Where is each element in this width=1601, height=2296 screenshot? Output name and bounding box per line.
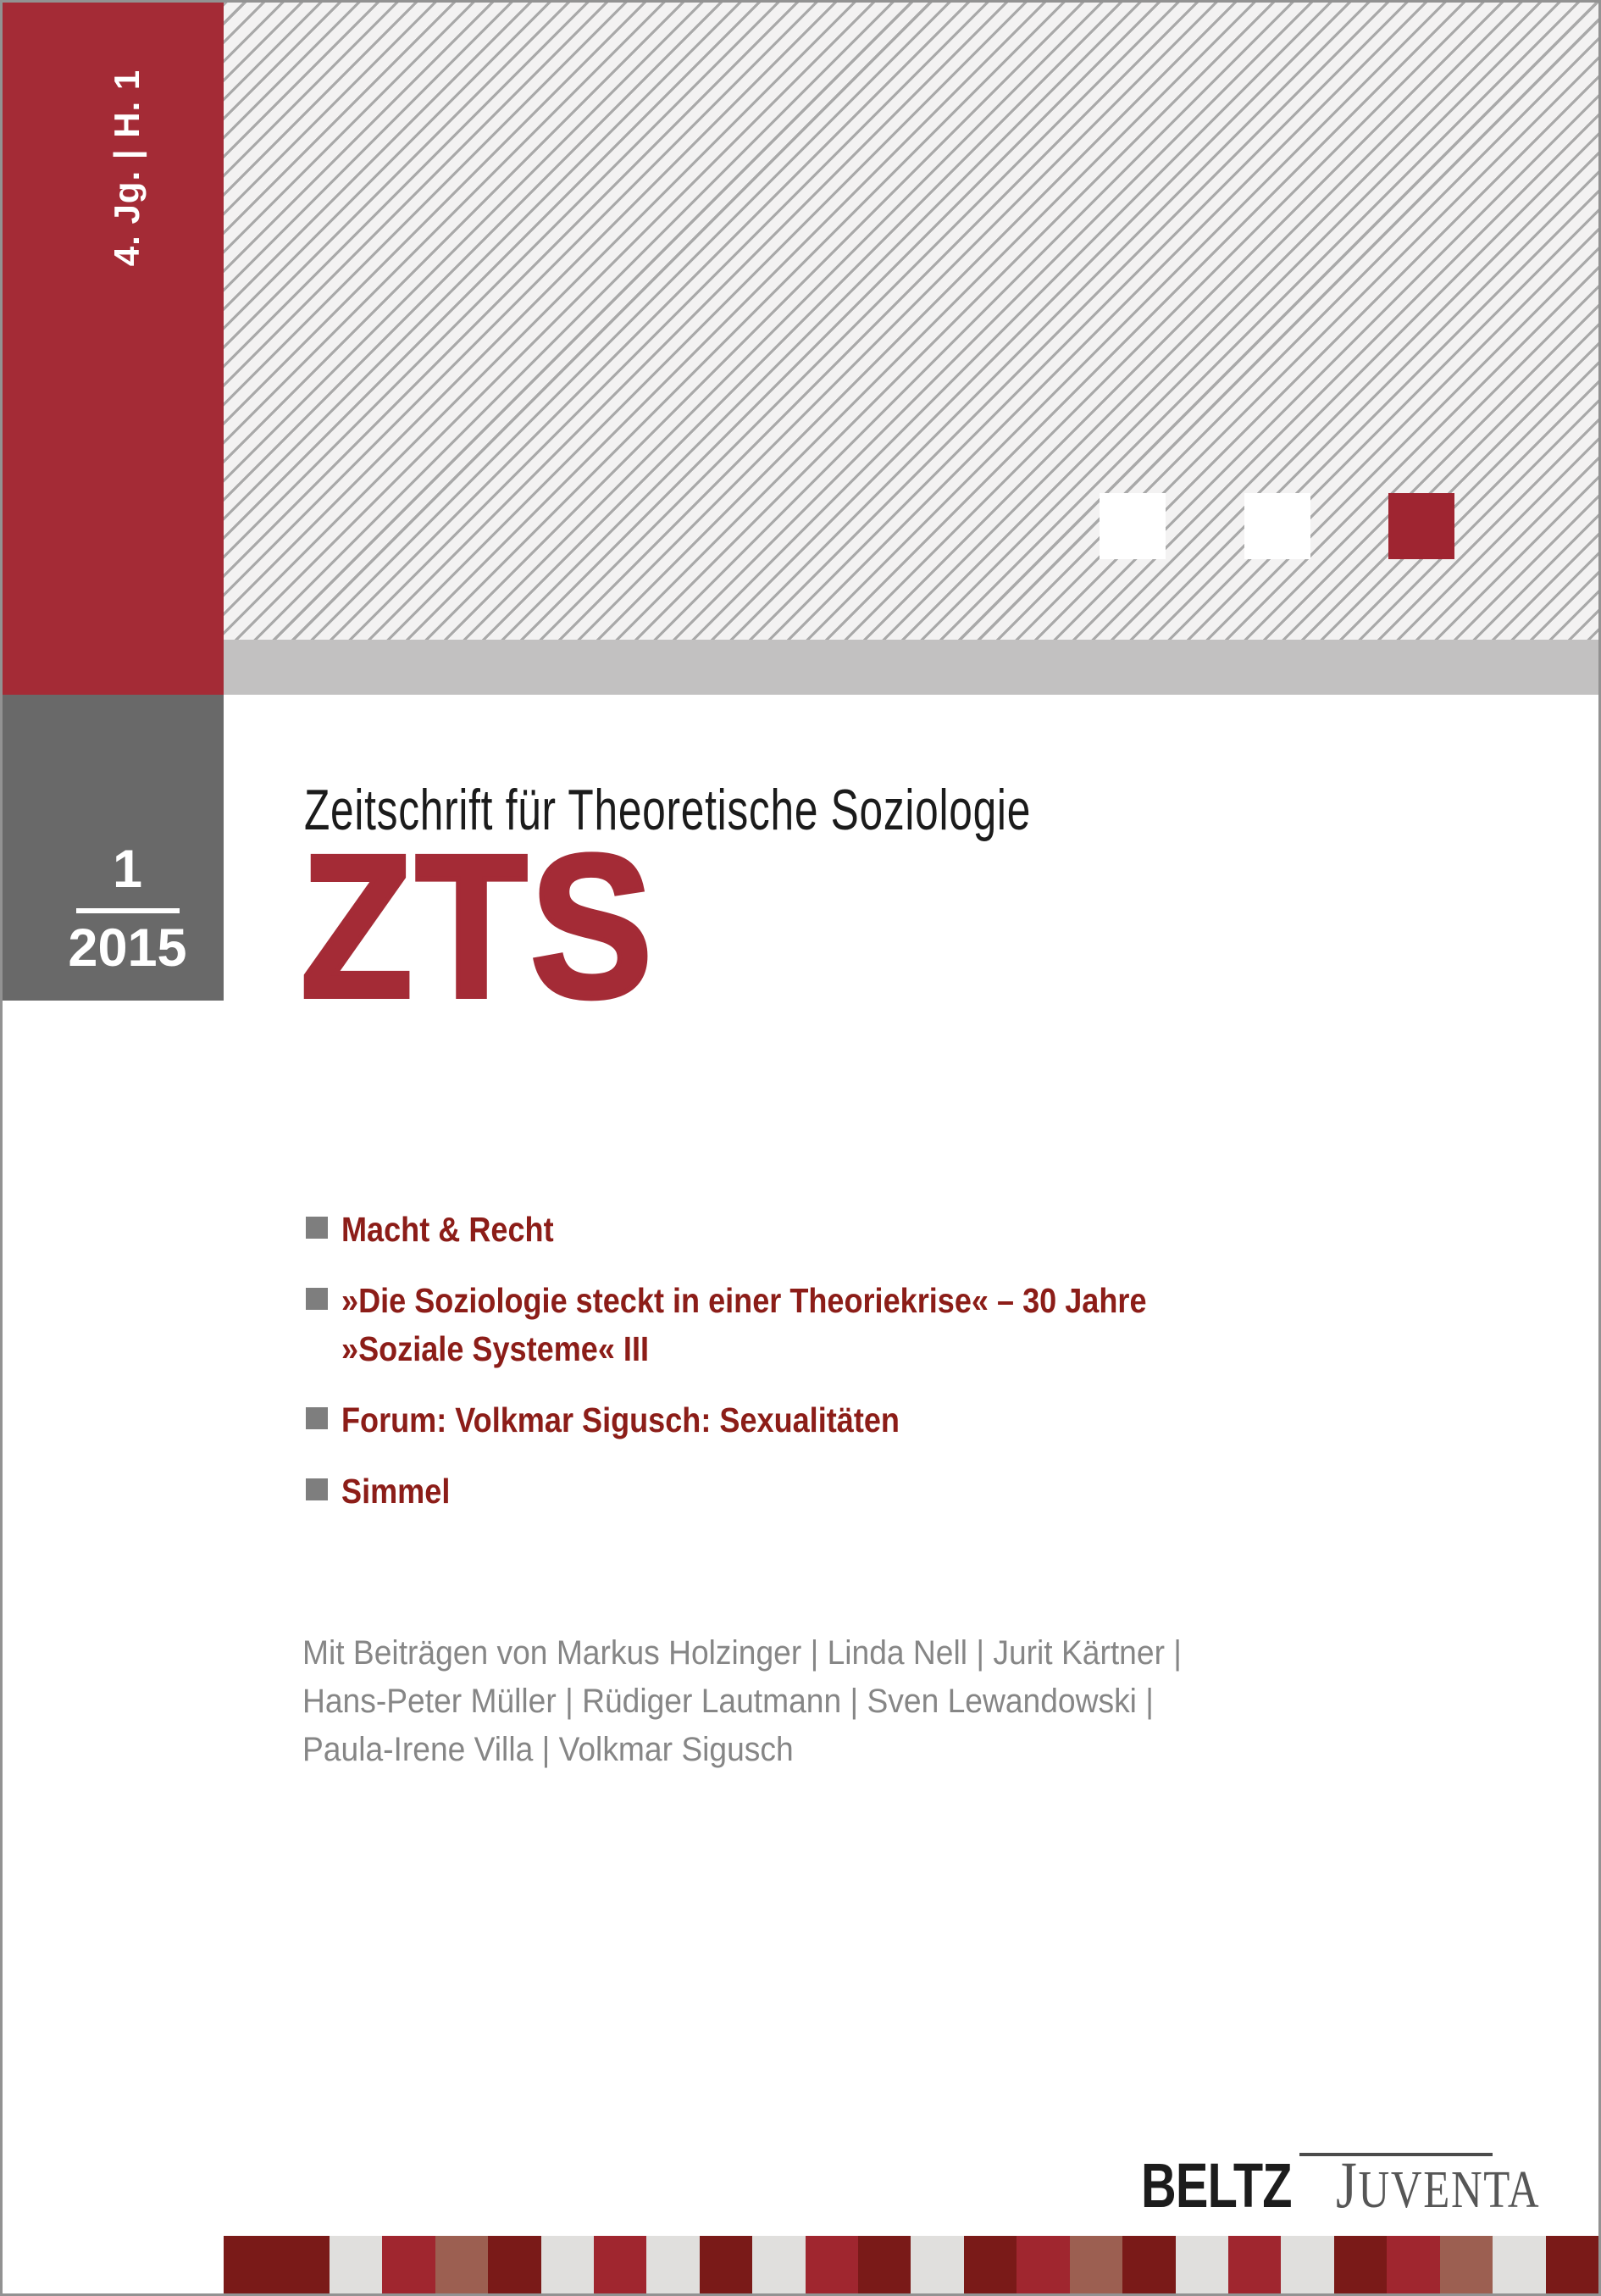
toc-item-line: »Soziale Systeme« III (341, 1329, 650, 1368)
juventa-wordmark (1335, 2148, 1541, 2221)
juventa-initial: J (1335, 2148, 1359, 2221)
toc-item-label (341, 1396, 976, 1445)
deco-square-red (1388, 493, 1454, 559)
strip-block-brown (1440, 2236, 1493, 2293)
left-red-bar (3, 3, 224, 695)
strip-block-red (594, 2236, 646, 2293)
strip-block-dark-red (964, 2236, 1017, 2293)
contributor-line: Paula-Irene Villa | Volkmar Sigusch (302, 1731, 794, 1768)
toc-item-line: »Die Soziologie steckt in einer Theoriekrise« – 30 Jahre (341, 1281, 1147, 1320)
strip-block-gray (646, 2236, 699, 2293)
toc-item-label (341, 1467, 465, 1516)
issue-year: 2015 (68, 918, 187, 978)
strip-block-gray (1493, 2236, 1545, 2293)
strip-block-gray (911, 2236, 963, 2293)
strip-block-dark-red (858, 2236, 911, 2293)
strip-block-dark-red (488, 2236, 540, 2293)
toc-item-label (341, 1206, 583, 1254)
strip-block-dark-red (1546, 2236, 1598, 2293)
strip-block-gray (1176, 2236, 1228, 2293)
strip-block-dark-red (224, 2236, 276, 2293)
contributor-line: Hans-Peter Müller | Rüdiger Lautmann | Sven Lewandowski | (302, 1683, 1154, 1720)
journal-subtitle: Zeitschrift für Theoretische Soziologie (304, 778, 1032, 842)
toc-item-line: Macht & Recht (341, 1210, 554, 1249)
strip-block-brown (1070, 2236, 1122, 2293)
toc-bullet-icon (306, 1407, 328, 1429)
deco-square-white-2 (1244, 493, 1310, 559)
toc-item-label (341, 1277, 1256, 1373)
toc-bullet-icon (306, 1478, 328, 1500)
toc-item (306, 1467, 1373, 1516)
strip-block-dark-red (1122, 2236, 1175, 2293)
strip-block-red (382, 2236, 435, 2293)
contributors (302, 1629, 1248, 1774)
strip-block-dark-red (700, 2236, 752, 2293)
contributor-line: Mit Beiträgen von Markus Holzinger | Linda Nell | Jurit Kärtner | (302, 1634, 1182, 1672)
fraction-divider (76, 908, 180, 913)
toc-item-line: Simmel (341, 1472, 451, 1511)
volume-issue-label: 4. Jg. | H. 1 (107, 69, 147, 267)
toc-item (306, 1277, 1373, 1373)
strip-block-gray (330, 2236, 382, 2293)
strip-block-red (1387, 2236, 1439, 2293)
juventa-rest: UVENTA (1358, 2161, 1541, 2219)
issue-block (3, 695, 224, 1001)
strip-block-dark-red (276, 2236, 329, 2293)
strip-block-gray (1281, 2236, 1333, 2293)
strip-block-red (1017, 2236, 1069, 2293)
bottom-color-strip (224, 2236, 1598, 2293)
strip-block-red (806, 2236, 858, 2293)
strip-block-red (1228, 2236, 1281, 2293)
gray-band (224, 640, 1598, 695)
issue-number: 1 (112, 840, 143, 899)
strip-block-gray (541, 2236, 594, 2293)
publisher-logo (1141, 2148, 1585, 2221)
toc-item-line: Forum: Volkmar Sigusch: Sexualitäten (341, 1400, 900, 1439)
toc-list (306, 1206, 1373, 1539)
journal-logo-zts: ZTS (301, 812, 656, 1040)
beltz-wordmark: BELTZ (1141, 2150, 1292, 2221)
toc-bullet-icon (306, 1288, 328, 1310)
deco-square-white-1 (1100, 493, 1166, 559)
strip-block-brown (435, 2236, 488, 2293)
issue-fraction (36, 695, 219, 1001)
toc-item (306, 1206, 1373, 1254)
toc-item (306, 1396, 1373, 1445)
strip-block-dark-red (1334, 2236, 1387, 2293)
toc-bullet-icon (306, 1217, 328, 1239)
strip-block-gray (752, 2236, 805, 2293)
